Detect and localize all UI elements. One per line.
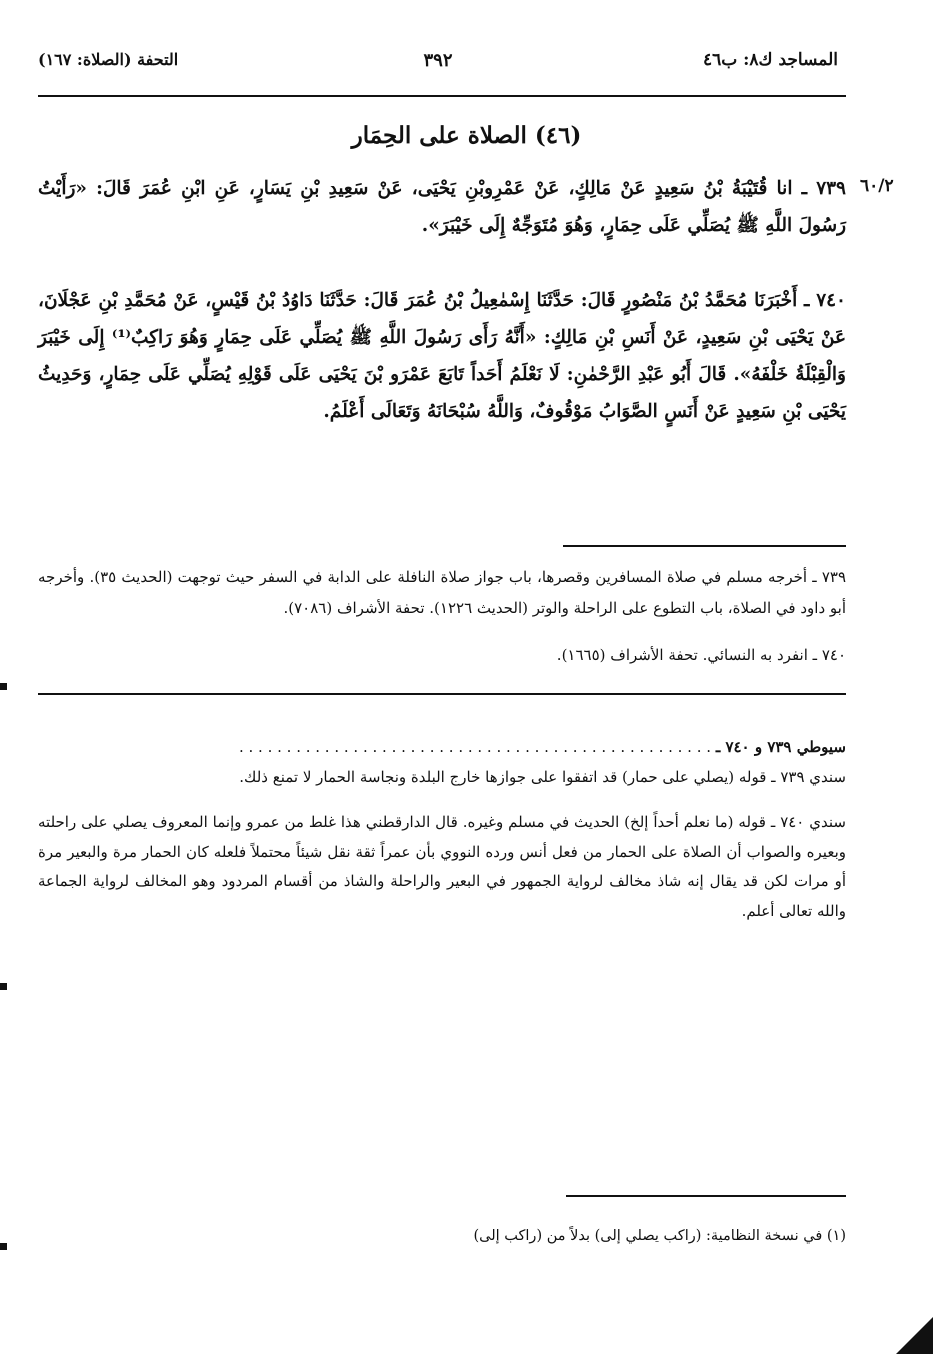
page-number: ٣٩٢ <box>423 50 453 71</box>
takhrij-739: ٧٣٩ ـ أخرجه مسلم في صلاة المسافرين وقصرها، باب جواز صلاة النافلة على الدابة في السفر حيث توجهت (الحديث ٣٥). وأخرجه أبو داود في الصلاة، باب التطوع على الراحلة والوتر (الحديث ١٢٢٦). تحفة الأشراف (٧٠٨٦). <box>38 568 846 617</box>
page-corner-mark <box>896 1317 933 1354</box>
commentary-rule <box>38 693 846 695</box>
margin-volume-page: ٦٠/٢ <box>860 176 894 196</box>
header-rule <box>38 95 846 97</box>
suyuti-dots: . . . . . . . . . . . . . . . . . . . . . . . . . . . . . . . . . . . . . . . . . . . . . . . . . . <box>238 738 712 756</box>
scan-edge-mark <box>0 983 7 990</box>
suyuti-commentary <box>38 733 846 763</box>
scan-edge-mark <box>0 683 7 690</box>
hadith-740-comment: قَالَ أَبُو عَبْدِ الرَّحْمٰنِ: لَا نَعْلَمُ أَحَداً تَابَعَ عَمْرَو بْنَ يَحْيَى عَلَى قَوْلِهِ يُصَلِّي عَلَى حِمَارٍ، وَحَدِيثُ يَحْيَى بْنِ سَعِيدٍ عَنْ أَنَسٍ الصَّوَابُ مَوْقُوفٌ، وَاللَّهُ سُبْحَانَهُ وَتَعَالَى أَعْلَمُ. <box>38 364 846 422</box>
header-chapter-ref: المساجد ك٨: ب٤٦ <box>702 50 838 70</box>
chapter-title: (٤٦) الصلاة على الحِمَار <box>351 122 582 149</box>
sindi-commentary-740: سندي ٧٤٠ ـ قوله (ما نعلم أحداً إلخ) الحديث في مسلم وغيره. قال الدارقطني هذا غلط من عمرو وإنما المعروف يصلي على راحلته وبعيره والصواب أن الصلاة على الحمار من فعل أنس ورده النووي بأن عمراً ثقة نقل شيئاً محتملاً فلعله كان الحمار مرة والبعير مرة أو مرات لكن قد يقال إنه شاذ مخالف لرواية الجمهور في البعير والراحلة والشاذ من أقسام المردود وهو المخالف لرواية الجماعة والله تعالى أعلم. <box>38 813 846 920</box>
hadith-740 <box>38 282 846 430</box>
hadith-740-matn: «أَنَّهُ رَأَى رَسُولَ اللَّهِ ﷺ يُصَلِّي عَلَى حِمَارٍ وَهُوَ رَاكِبٌ⁽¹⁾ إِلَى خَيْبَرَ وَالْقِبْلَةُ خَلْفَهُ». <box>38 327 846 385</box>
hadith-739-matn: «رَأَيْتُ رَسُولَ اللَّهِ ﷺ يُصَلِّي عَلَى حِمَارٍ، وَهُوَ مُتَوَجِّهٌ إِلَى خَيْبَرَ». <box>38 178 846 236</box>
suyuti-label: سيوطي ٧٣٩ و ٧٤٠ ـ <box>715 738 846 756</box>
running-header <box>38 50 838 80</box>
footnote-1: (١) في نسخة النظامية: (راكب يصلي إلى) بدلاً من (راكب إلى) <box>473 1228 846 1244</box>
hadith-739 <box>38 170 846 244</box>
scan-edge-mark <box>0 1243 7 1250</box>
sindi-commentary-739: سندي ٧٣٩ ـ قوله (يصلي على حمار) قد اتفقوا على جوازها خارج البلدة ونجاسة الحمار لا تمنع ذلك. <box>239 768 846 786</box>
takhrij-separator <box>563 545 846 547</box>
takhrij-740: ٧٤٠ ـ انفرد به النسائي. تحفة الأشراف (١٦٦٥). <box>556 646 846 664</box>
footnote-separator <box>566 1195 846 1197</box>
header-tuhfa-ref: التحفة (الصلاة: ١٦٧) <box>38 50 179 69</box>
hadith-740-isnad: ٧٤٠ ـ أَخْبَرَنَا مُحَمَّدُ بْنُ مَنْصُورٍ قَالَ: حَدَّثَنَا إِسْمٰعِيلُ بْنُ عُمَرَ قَالَ: حَدَّثَنَا دَاوُدُ بْنُ قَيْسٍ، عَنْ مُحَمَّدِ بْنِ عَجْلَانَ، عَنْ يَحْيَى بْنِ سَعِيدٍ، عَنْ أَنَسِ بْنِ مَالِكٍ: <box>38 290 847 348</box>
hadith-739-isnad: ٧٣٩ ـ انا قُتَيْبَةُ بْنُ سَعِيدٍ عَنْ مَالِكٍ، عَنْ عَمْرِوبْنِ يَحْيَى، عَنْ سَعِيدِ بْنِ يَسَارٍ، عَنِ ابْنِ عُمَرَ قَالَ: <box>96 178 846 199</box>
